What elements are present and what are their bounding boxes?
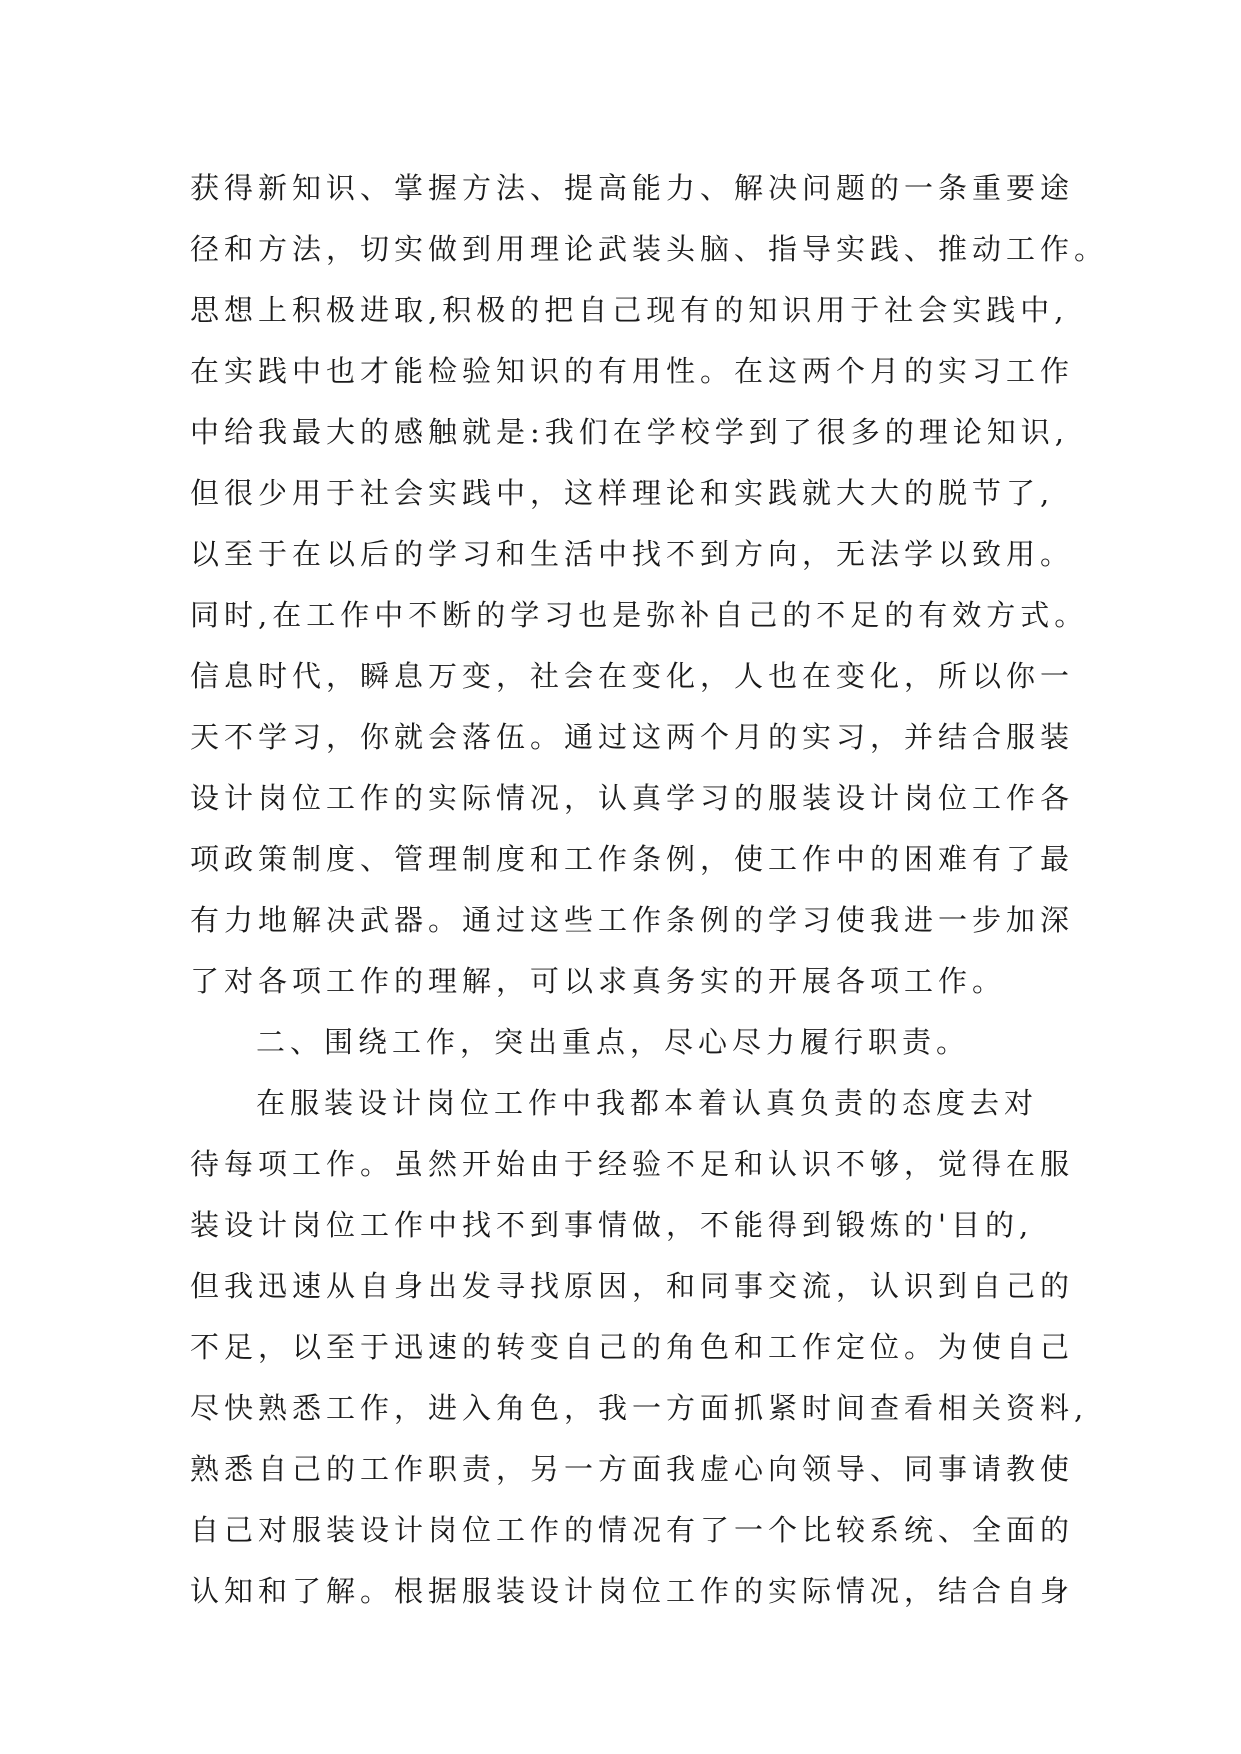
text-line: 思想上积极进取,积极的把自己现有的知识用于社会实践中, xyxy=(190,293,1069,327)
text-line: 在实践中也才能检验知识的有用性。在这两个月的实习工作 xyxy=(190,354,1075,388)
text-line: 自己对服装设计岗位工作的情况有了一个比较系统、全面的 xyxy=(190,1513,1075,1547)
text-line: 有力地解决武器。通过这些工作条例的学习使我进一步加深 xyxy=(190,903,1075,937)
text-line: 设计岗位工作的实际情况，认真学习的服装设计岗位工作各 xyxy=(190,781,1075,815)
text-line: 认知和了解。根据服装设计岗位工作的实际情况，结合自身 xyxy=(190,1574,1075,1608)
body-text xyxy=(190,158,1109,1622)
text-line: 获得新知识、掌握方法、提高能力、解决问题的一条重要途 xyxy=(190,171,1075,205)
text-line: 径和方法，切实做到用理论武装头脑、指导实践、推动工作。 xyxy=(190,232,1109,266)
text-line: 尽快熟悉工作，进入角色，我一方面抓紧时间查看相关资料, xyxy=(190,1391,1089,1425)
text-line: 但我迅速从自身出发寻找原因，和同事交流，认识到自己的 xyxy=(190,1269,1075,1303)
text-line: 不足，以至于迅速的转变自己的角色和工作定位。为使自己 xyxy=(190,1330,1075,1364)
text-line: 信息时代，瞬息万变，社会在变化，人也在变化，所以你一 xyxy=(190,659,1075,693)
text-line: 天不学习，你就会落伍。通过这两个月的实习，并结合服装 xyxy=(190,720,1075,754)
text-line: 装设计岗位工作中找不到事情做，不能得到锻炼的'目的, xyxy=(190,1208,1034,1242)
text-line: 了对各项工作的理解，可以求真务实的开展各项工作。 xyxy=(190,964,1007,998)
text-line: 中给我最大的感触就是:我们在学校学到了很多的理论知识, xyxy=(190,415,1069,449)
text-line: 但很少用于社会实践中，这样理论和实践就大大的脱节了, xyxy=(190,476,1055,510)
section-heading: 二、围绕工作，突出重点，尽心尽力履行职责。 xyxy=(256,1025,971,1059)
text-line: 在服装设计岗位工作中我都本着认真负责的态度去对 xyxy=(256,1086,1039,1120)
text-line: 待每项工作。虽然开始由于经验不足和认识不够，觉得在服 xyxy=(190,1147,1075,1181)
text-line: 以至于在以后的学习和生活中找不到方向，无法学以致用。 xyxy=(190,537,1075,571)
text-line: 同时,在工作中不断的学习也是弥补自己的不足的有效方式。 xyxy=(190,598,1089,632)
text-line: 熟悉自己的工作职责，另一方面我虚心向领导、同事请教使 xyxy=(190,1452,1075,1486)
text-line: 项政策制度、管理制度和工作条例，使工作中的困难有了最 xyxy=(190,842,1075,876)
